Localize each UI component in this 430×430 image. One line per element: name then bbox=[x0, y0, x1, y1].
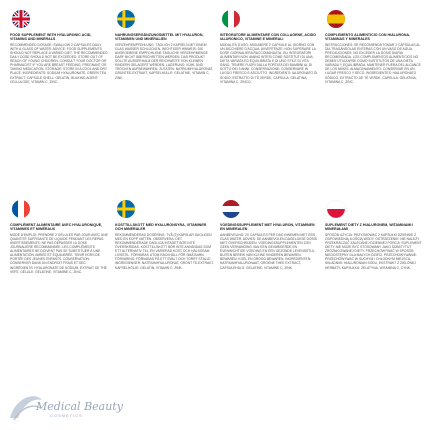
netherlands-flag-icon bbox=[222, 200, 240, 218]
section-title: KOSTTILLSKOTT MED HYALURONSYRA, VITAMINER OCH MINERALER bbox=[115, 223, 207, 232]
section-pl bbox=[325, 198, 424, 388]
section-de bbox=[115, 8, 214, 198]
section-title: COMPLEMENTO ALIMENTICIO CON HIALURONA, VITAMINAS Y MINERALES bbox=[325, 33, 411, 42]
section-nl bbox=[220, 198, 319, 388]
section-sv bbox=[115, 198, 214, 388]
sweden-flag-icon bbox=[117, 10, 135, 28]
section-title: SUPLEMENT DIETY Z HIALURONEM, WITAMINAMI I MINERAŁAMI bbox=[325, 223, 414, 232]
section-es bbox=[325, 8, 424, 198]
sections-row-2 bbox=[10, 198, 424, 388]
section-fr bbox=[10, 198, 109, 388]
france-flag-icon bbox=[12, 200, 30, 218]
uk-flag-icon bbox=[12, 10, 30, 28]
section-title: COMPLÉMENT ALIMENTAIRE AVEC HYALURONIQUE, VITAMINES ET MINÉRAUX bbox=[10, 223, 103, 232]
brand-subtitle: COSMETICS bbox=[50, 413, 83, 418]
section-body: REKOMMENDERAD DOSERING: TVÅ (2) KAPSLAR DAGLIGEN MED EN KOPP VATTEN. OBSERVERA: DET REKOMMENDERADE DAGLIGA INTAGET BÖR INTE ÖVERSKRIDAS. KOSTTILLSKOTT BÖR INTE ANVÄNDAS SOM ETT ALTERNATIV TILL EN VARIERAD KOST OCH HÄLSOSAM LIVSSTIL. FÖRVARAS UTOM RÄCKHÅLL FÖR SMÅ BARN. FÖRVARING: FÖRVARAS PÅ ETT SVALT OCH TORRT STÄLLE. INGREDIENSER: NATRIUMHYALURONAT, GRÖNT TE-EXTRAKT, KAPSELHÖLJE: GELATIN, VITAMIN C, ZINK. bbox=[115, 232, 214, 270]
spain-flag-icon bbox=[327, 10, 345, 28]
section-body: MODALITÀ D'USO: ASSUMERE 2 CAPSULE AL GIORNO CON UN BICCHIERE D'ACQUA. AVVERTENZE: NON SUPERARE LA DOSE GIORNALIERA RACCOMANDATA. GLI INTEGRATORI ALIMENTARI NON VANNO INTESI COME SOSTITUTI DI UNA DIETA VARIATA ED EQUILIBRATA E DI UNO STILE DI VITA SANO. TENERE FUORI DALLA PORTATA DEI BAMBINI AL DI SOTTO DEI 3 ANNI. CONSERVAZIONE: CONSERVARE IN LUOGO FRESCO E ASCIUTTO. INGREDIENTI: IALURONATO DI SODIO, ESTRATTO DI TÈ VERDE, CAPSULA: GELATINA, VITAMINA C, ZINCO. bbox=[220, 42, 318, 84]
section-title: VOEDINGSSUPPLEMENT MET HYALURON, VITAMINEN EN MINERALEN bbox=[220, 223, 315, 232]
section-body: RECOMMENDED DOSAGE: SWALLOW 2 CAPSULES DAILY WITH A GLASS OF WATER. ADVICE: FOOD SUPPLEMENTS SHOULD NOT REPLACE A VARIED DIET. THE RECOMMENDED DAILY DOSE SHOULD NOT BE EXCEEDED. STORE OUT OF REACH OF YOUNG CHILDREN. CONSULT YOUR DOCTOR OR PHARMACIST IF YOU ARE BREAST FEEDING, PREGNANT OR TAKING MEDICATION. STORAGE: STORE IN A COOL AND DRY PLACE. INGREDIENTS: SODIUM HYALURONATE, GREEN TEA EXTRACT, CAPSULE SHELL: GELATIN, BULKING AGENT: CELLULOSE, VITAMIN C, ZINC. bbox=[10, 42, 108, 84]
section-body: INSTRUCCIONES: SE RECOMIENDA TOMAR 2 CÁPSULAS AL DÍA TRAGÁNDOLAS ENTERAS CON UN VASO DE AGUA. PRECAUCIONES: NO EXCEDER LA DOSIS DIARIA RECOMENDADA. LOS COMPLEMENTOS ALIMENTICIOS NO DEBEN UTILIZARSE COMO SUSTITUTOS DE UNA DIETA VARIADA Y EQUILIBRADA. MANTENER FUERA DEL ALCANCE DE LOS NIÑOS. ALMACENAMIENTO: CONSERVAR EN UN LUGAR FRESCO Y SECO. INGREDIENTES: HIALURONATO SÓDICO, EXTRACTO DE TÉ VERDE, CÁPSULA: GELATINA, VITAMINA C, ZINC. bbox=[325, 42, 421, 84]
italy-flag-icon bbox=[222, 10, 240, 28]
sections-row-1 bbox=[10, 8, 424, 198]
poland-flag-icon bbox=[327, 200, 345, 218]
section-body: MODE D'EMPLOI: PRENDRE 2 GÉLULES PAR JOUR AVEC UNE QUANTITÉ SUFFISANTE DE LIQUIDE PENDANT LES REPAS. AVERTISSEMENTS: NE PAS DÉPASSER LA DOSE JOURNALIÈRE RECOMMANDÉE. LES COMPLÉMENTS ALIMENTAIRES NE DOIVENT PAS SE SUBSTITUER À UNE ALIMENTATION VARIÉE ET ÉQUILIBRÉE. TENIR HORS DE PORTÉE DES JEUNES ENFANTS. CONSERVATION: CONSERVER DANS UN ENDROIT FRAIS ET SEC. INGRÉDIENTS: HYALURONATE DE SODIUM, EXTRAIT DE THÉ VERT, GÉLULE: GÉLATINE, VITAMINE C, ZINC. bbox=[10, 232, 108, 274]
brand-name: Medical Beauty bbox=[36, 400, 123, 413]
section-it bbox=[220, 8, 319, 198]
section-body: SPOSÓB UŻYCIA: PRZYJMOWAĆ 2 KAPSUŁKI DZIENNIE Z ODPOWIEDNIĄ ILOŚCIĄ WODY. OSTRZEŻENIE: NIE NALEŻY PRZEKRACZAĆ ZALECANEJ DZIENNEJ PORCJI. SUPLEMENT DIETY NIE MOŻE BYĆ STOSOWANY JAKO SUBSTYTUT ZRÓŻNICOWANEJ DIETY. PRZECHOWYWAĆ W SPOSÓB NIEDOSTĘPNY DLA MAŁYCH DZIECI. PRZECHOWYWANIE: PRZECHOWYWAĆ W SUCHYM I CHŁODNYM MIEJSCU. SKŁADNIKI: HIALURONIAN SODU, EKSTRAKT Z ZIELONEJ HERBATY, KAPSUŁKA: ŻELATYNA, WITAMINA C, CYNK. bbox=[325, 232, 422, 270]
section-body: VERZEHREMPFEHLUNG: TÄGLICH 2 KAPSELN MIT EINEM GLAS WASSER SCHLUCKEN. WICHTIGER HINWEIS: DIE ANGEGEBENE EMPFOHLENE TÄGLICHE VERZEHRMENGE DARF NICHT ÜBERSCHRITTEN WERDEN. DAS PRODUKT SOLLTE AUSSERHALB DER REICHWEITE VON KLEINEN KINDERN GELAGERT WERDEN. LAGERUNG: KÜHL UND TROCKEN AUFBEWAHREN. ZUTATEN: NATRIUMHYALURONAT, GRÜNTEE-EXTRAKT, KAPSELHÜLLE: GELATINE, VITAMIN C, ZINK. bbox=[115, 42, 214, 80]
section-title: FOOD SUPPLEMENT WITH HYALURONIC ACID, VITAMINS AND MINERALS bbox=[10, 33, 92, 42]
section-en bbox=[10, 8, 109, 198]
section-title: INTEGRATORE ALIMENTARE CON COLLAGENE, ACIDO IALURONICO, VITAMINE E MINERALI bbox=[220, 33, 316, 42]
sweden-flag-icon bbox=[117, 200, 135, 218]
section-title: NAHRUNGSERGÄNZUNGSMITTEL MIT HYALURON, VITAMINEN UND MINERALIEN bbox=[115, 33, 204, 42]
section-body: AANBEVELING: 2X CAPSULES PER DAG INNEMEN MET EEN GLAS WATER. ADVIES: DE AANBEVOLEN DAGELIJKSE DOSIS NIET OVERSCHRIJDEN. VOEDINGSSUPPLEMENTEN ZIJN GEEN VERVANGING VAN EEN GEVARIEERDE EN EVENWICHTIGE VOEDING EN EEN GEZONDE LEVENSSTIJL. BUITEN BEREIK VAN KLEINE KINDEREN BEWAREN. BEWAREN: KOEL EN DROOG BEWAREN. INGREDIËNTEN: NATRIUMHYALURONAAT, GROENE THEE EXTRACT, CAPSULEHULS: GELATINE, VITAMINE C, ZINK. bbox=[220, 232, 317, 270]
brand-logo bbox=[6, 388, 126, 424]
